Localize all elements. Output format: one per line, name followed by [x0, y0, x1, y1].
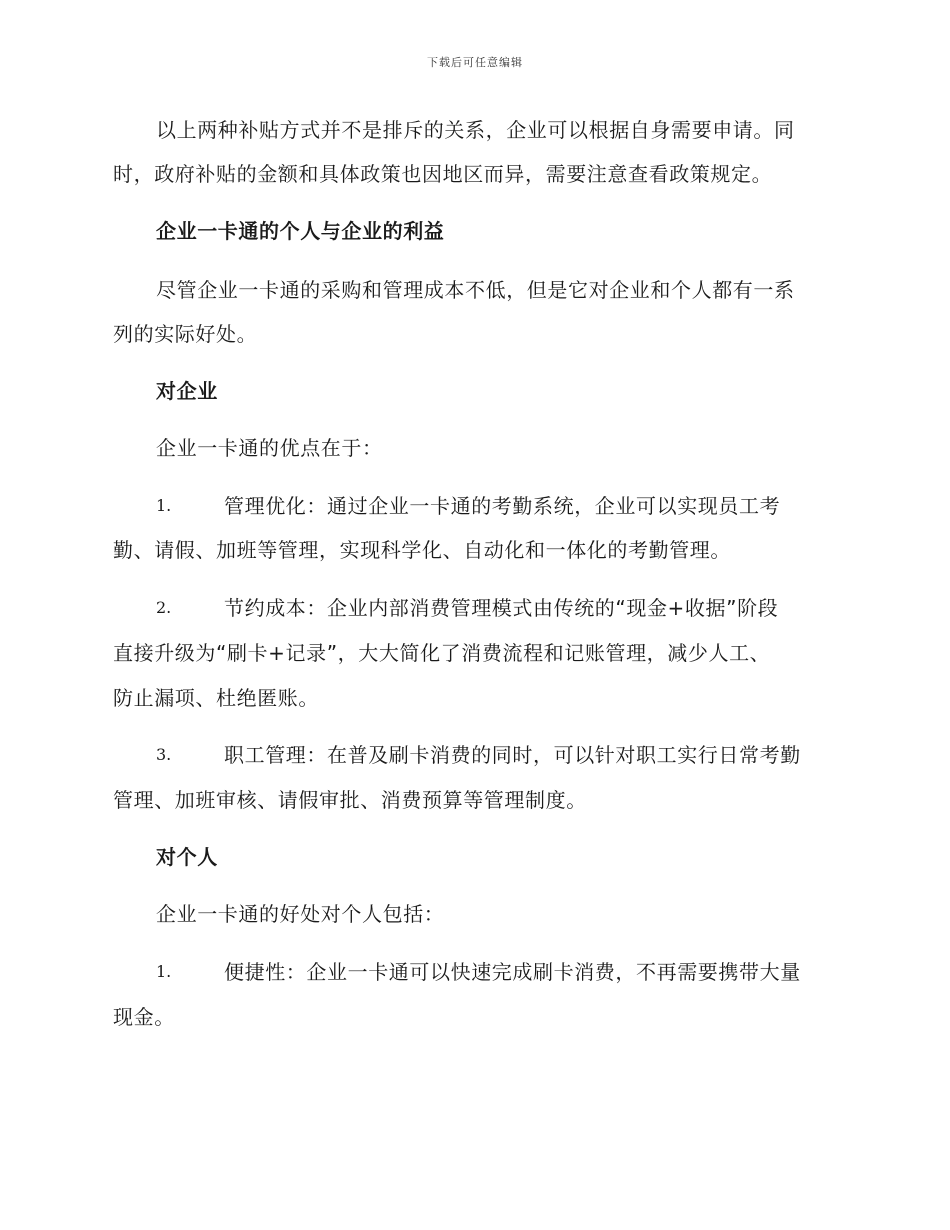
- paragraph-line: 尽管企业一卡通的采购和管理成本不低，但是它对企业和个人都有一系: [156, 278, 795, 302]
- paragraph-line: 以上两种补贴方式并不是排斥的关系，企业可以根据自身需要申请。同: [156, 118, 795, 142]
- list-item-number: 2.: [156, 598, 172, 617]
- list-item-line: 节约成本：企业内部消费管理模式由传统的“现金+收据”阶段: [224, 596, 779, 620]
- list-item-line: 管理、加班审核、请假审批、消费预算等管理制度。: [113, 788, 587, 812]
- list-item-line: 防止漏项、杜绝匿账。: [113, 686, 319, 710]
- paragraph-line: 企业一卡通的好处对个人包括：: [156, 902, 445, 926]
- list-item-number: 1.: [156, 496, 172, 515]
- list-item-line: 现金。: [113, 1005, 175, 1029]
- section-heading: 企业一卡通的个人与企业的利益: [156, 219, 445, 243]
- list-item-line: 便捷性：企业一卡通可以快速完成刷卡消费，不再需要携带大量: [224, 960, 801, 984]
- section-heading: 对个人: [156, 845, 218, 869]
- paragraph-line: 时，政府补贴的金额和具体政策也因地区而异，需要注意查看政策规定。: [113, 162, 773, 186]
- paragraph-line: 列的实际好处。: [113, 322, 258, 346]
- list-item-line: 管理优化：通过企业一卡通的考勤系统，企业可以实现员工考: [224, 494, 781, 518]
- page-header: 下载后可任意编辑: [427, 56, 523, 69]
- list-item-line: 勤、请假、加班等管理，实现科学化、自动化和一体化的考勤管理。: [113, 538, 731, 562]
- list-item-line: 职工管理：在普及刷卡消费的同时，可以针对职工实行日常考勤: [224, 743, 801, 767]
- list-item-number: 3.: [156, 745, 172, 764]
- section-heading: 对企业: [156, 379, 218, 403]
- list-item-number: 1.: [156, 962, 172, 981]
- list-item-line: 直接升级为“刷卡+记录”，大大简化了消费流程和记账管理，减少人工、: [113, 641, 771, 665]
- paragraph-line: 企业一卡通的优点在于：: [156, 436, 383, 460]
